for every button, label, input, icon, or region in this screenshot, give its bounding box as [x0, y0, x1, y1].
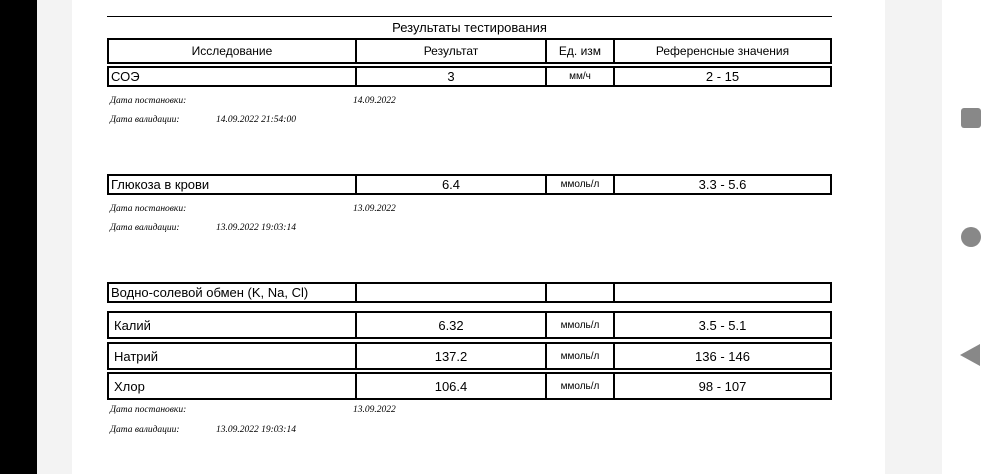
- ordered-label: Дата постановки:: [110, 405, 187, 415]
- report-title: Результаты тестирования: [392, 20, 547, 35]
- table-header: [107, 38, 832, 64]
- ordered-label: Дата постановки:: [110, 96, 187, 106]
- test-unit: ммоль/л: [545, 342, 615, 370]
- table-row: [107, 66, 832, 87]
- test-result: 3: [355, 66, 547, 87]
- title-rule: [107, 16, 832, 17]
- validated-date: 13.09.2022 19:03:14: [216, 223, 296, 233]
- left-black-bar: [0, 0, 37, 474]
- validated-label: Дата валидации:: [110, 425, 180, 435]
- validated-label: Дата валидации:: [110, 115, 180, 125]
- test-reference: 3.3 - 5.6: [613, 174, 832, 195]
- test-result: 137.2: [355, 342, 547, 370]
- test-reference: 3.5 - 5.1: [613, 311, 832, 339]
- header-reference: Референсные значения: [613, 38, 832, 64]
- test-name: Глюкоза в крови: [107, 174, 357, 195]
- test-name: Натрий: [107, 342, 357, 370]
- test-reference: 98 - 107: [613, 372, 832, 400]
- test-unit: ммоль/л: [545, 311, 615, 339]
- header-unit: Ед. изм: [545, 38, 615, 64]
- test-reference: 136 - 146: [613, 342, 832, 370]
- table-row: [107, 282, 832, 303]
- validated-label: Дата валидации:: [110, 223, 180, 233]
- table-row: [107, 174, 832, 195]
- test-name: СОЭ: [107, 66, 357, 87]
- table-row: [107, 342, 832, 370]
- test-result: [355, 282, 547, 303]
- table-row: [107, 311, 832, 339]
- ordered-date: 13.09.2022: [353, 405, 396, 415]
- test-unit: мм/ч: [545, 66, 615, 87]
- test-name: Хлор: [107, 372, 357, 400]
- validated-date: 14.09.2022 21:54:00: [216, 115, 296, 125]
- ordered-label: Дата постановки:: [110, 204, 187, 214]
- viewer-gutter-left: [37, 0, 72, 474]
- test-reference: 2 - 15: [613, 66, 832, 87]
- test-unit: [545, 282, 615, 303]
- ordered-date: 14.09.2022: [353, 96, 396, 106]
- test-unit: ммоль/л: [545, 174, 615, 195]
- header-result: Результат: [355, 38, 547, 64]
- home-icon[interactable]: [961, 227, 981, 247]
- test-result: 6.4: [355, 174, 547, 195]
- header-test: Исследование: [107, 38, 357, 64]
- test-reference: [613, 282, 832, 303]
- table-row: [107, 372, 832, 400]
- test-unit: ммоль/л: [545, 372, 615, 400]
- test-name: Калий: [107, 311, 357, 339]
- viewer-gutter-right: [885, 0, 942, 474]
- test-result: 6.32: [355, 311, 547, 339]
- recent-apps-icon[interactable]: [961, 108, 981, 128]
- test-name: Водно-солевой обмен (K, Na, Cl): [107, 282, 357, 303]
- back-icon[interactable]: [960, 344, 980, 366]
- validated-date: 13.09.2022 19:03:14: [216, 425, 296, 435]
- test-result: 106.4: [355, 372, 547, 400]
- ordered-date: 13.09.2022: [353, 204, 396, 214]
